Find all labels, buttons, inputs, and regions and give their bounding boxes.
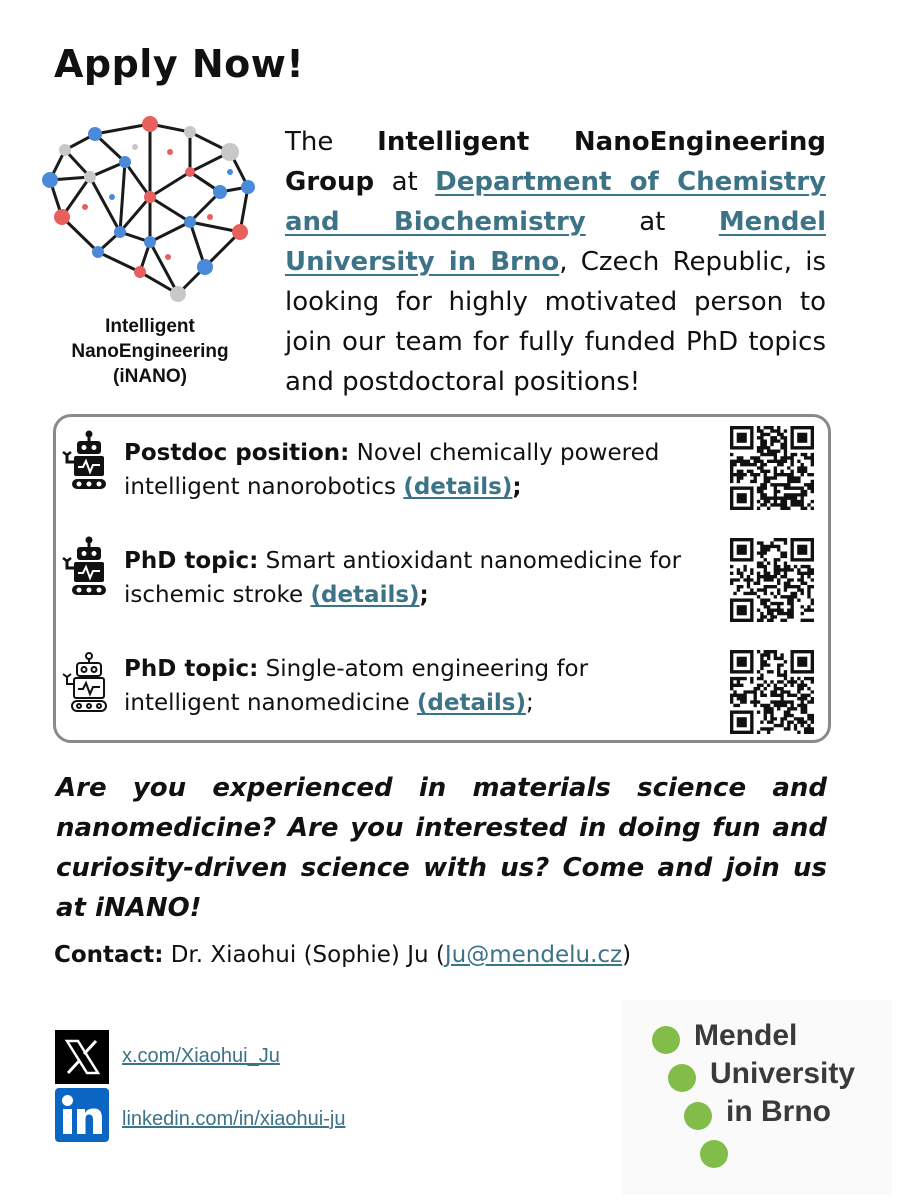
position-item <box>124 544 709 612</box>
page-title: Apply Now! <box>54 42 305 86</box>
intro-paragraph <box>285 122 826 402</box>
university-link[interactable]: Mendel University in Brno <box>285 207 826 277</box>
position-text: Novel chemically powered intelligent nanorobotics <box>124 440 660 500</box>
logo-line-1: Intelligent <box>105 316 195 337</box>
contact-label: Contact: <box>54 942 164 968</box>
position-text: Smart antioxidant nanomedicine for ischemic stroke <box>124 548 682 608</box>
intro-text: at <box>374 167 436 197</box>
qr-code-icon[interactable] <box>730 426 814 510</box>
qr-code-icon[interactable] <box>730 650 814 734</box>
contact-close: ) <box>622 942 632 968</box>
details-link[interactable]: (details) <box>403 474 513 500</box>
linkedin-profile-link[interactable]: linkedin.com/in/xiaohui-ju <box>122 1108 346 1130</box>
department-link[interactable]: Department of Chemistry and Biochemistry <box>285 167 826 237</box>
position-label: PhD topic: <box>124 548 259 574</box>
logo-caption <box>40 314 260 389</box>
green-dot-icon <box>684 1102 712 1130</box>
logo-line-2: NanoEngineering <box>71 341 229 362</box>
robot-icon <box>62 536 112 596</box>
logo-line-3: (iNANO) <box>113 366 187 387</box>
position-item <box>124 652 709 720</box>
mendel-line-1: Mendel <box>694 1019 798 1052</box>
x-profile-link[interactable]: x.com/Xiaohui_Ju <box>122 1045 280 1067</box>
mendel-line-3: in Brno <box>726 1095 831 1128</box>
position-end: ; <box>525 690 534 716</box>
intro-text: at <box>585 207 719 237</box>
position-item <box>124 436 709 504</box>
green-dot-icon <box>700 1140 728 1168</box>
email-link[interactable]: Ju@mendelu.cz <box>444 942 623 968</box>
mendel-line-2: University <box>710 1057 856 1090</box>
position-label: Postdoc position: <box>124 440 350 466</box>
call-to-action: Are you experienced in materials science and nanomedicine? Are you interested in doing fun and curiosity-driven science with us? Come and join us at iNANO! <box>56 773 827 923</box>
details-link[interactable]: (details) <box>416 690 526 716</box>
intro-text: The <box>285 127 378 157</box>
mendel-university-logo <box>622 1000 892 1195</box>
contact-name: Dr. Xiaohui (Sophie) Ju ( <box>163 942 445 968</box>
position-end: ; <box>512 474 522 500</box>
green-dot-icon <box>668 1064 696 1092</box>
linkedin-logo-icon[interactable] <box>55 1088 109 1142</box>
green-dot-icon <box>652 1026 680 1054</box>
group-name: Intelligent NanoEngineering Group <box>285 127 827 197</box>
position-text: Single-atom engineering for intelligent nanomedicine <box>124 656 589 716</box>
contact-line <box>54 942 631 968</box>
robot-icon <box>62 430 112 490</box>
qr-code-icon[interactable] <box>730 538 814 622</box>
intro-text: , Czech Republic, is looking for highly motivated person to join our team for fully funded PhD topics and postdoctoral positions! <box>285 247 826 397</box>
position-label: PhD topic: <box>124 656 259 682</box>
robot-outline-icon <box>62 652 112 712</box>
x-logo-icon[interactable] <box>55 1030 109 1084</box>
inano-brain-logo-icon <box>40 112 255 312</box>
position-end: ; <box>419 582 429 608</box>
details-link[interactable]: (details) <box>310 582 420 608</box>
